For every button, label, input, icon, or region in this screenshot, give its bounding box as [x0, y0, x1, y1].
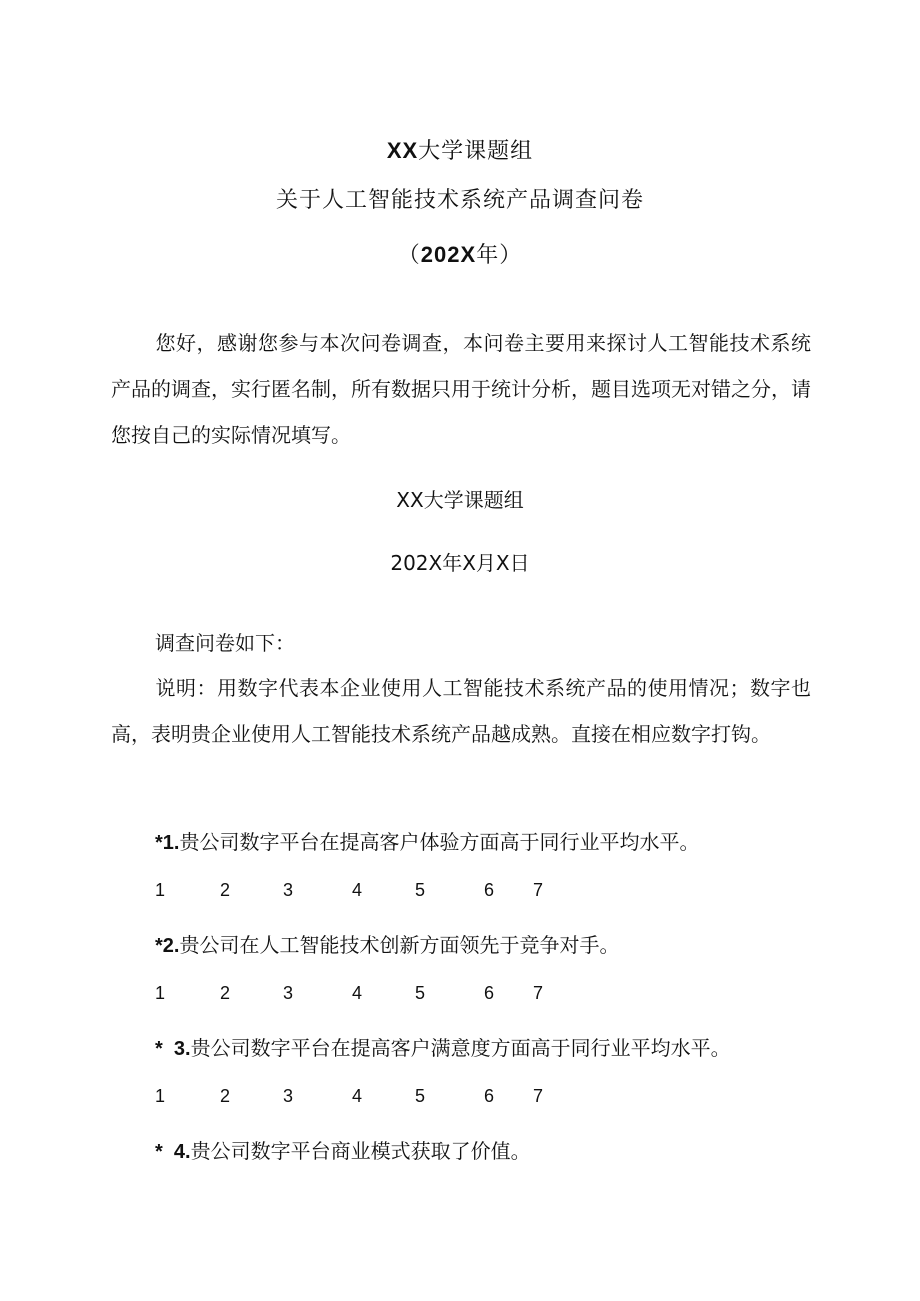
q1-option-4[interactable]: 4: [352, 880, 363, 900]
q1-option-3[interactable]: 3: [283, 880, 294, 900]
q2-option-6[interactable]: 6: [484, 983, 495, 1003]
question-2: [155, 929, 619, 958]
question-2-marker: *2.: [155, 935, 180, 957]
q3-option-4[interactable]: 4: [352, 1086, 363, 1106]
year-rest: 年）: [476, 243, 523, 268]
date: 202X年X月X日: [390, 551, 530, 575]
org-title-rest: 大学课题组: [418, 139, 534, 164]
q1-option-7[interactable]: 7: [533, 880, 544, 900]
q3-option-2[interactable]: 2: [220, 1086, 231, 1106]
survey-subtitle: 关于人工智能技术系统产品调查问卷: [275, 188, 644, 213]
q3-option-6[interactable]: 6: [484, 1086, 495, 1106]
question-1: [155, 826, 699, 855]
survey-lead: 调查问卷如下：: [155, 631, 295, 655]
q2-option-3[interactable]: 3: [283, 983, 294, 1003]
q3-option-3[interactable]: 3: [283, 1086, 294, 1106]
signature: XX大学课题组: [396, 488, 524, 512]
survey-note-paragraph: [111, 665, 811, 757]
q2-option-4[interactable]: 4: [352, 983, 363, 1003]
org-title-bold: XX: [386, 138, 419, 163]
question-4: [155, 1135, 531, 1164]
org-title: [0, 134, 920, 165]
year-bold: 202X: [420, 242, 477, 267]
q2-option-7[interactable]: 7: [533, 983, 544, 1003]
survey-year: [0, 238, 920, 269]
question-1-marker: *1.: [155, 832, 180, 854]
intro-paragraph: [111, 320, 811, 458]
q1-option-1[interactable]: 1: [155, 880, 166, 900]
question-3-marker: * 3.: [155, 1038, 191, 1060]
q3-option-1[interactable]: 1: [155, 1086, 166, 1106]
q2-option-5[interactable]: 5: [415, 983, 426, 1003]
question-3-text: 贵公司数字平台在提高客户满意度方面高于同行业平均水平。: [190, 1036, 731, 1060]
q1-option-2[interactable]: 2: [220, 880, 231, 900]
question-2-text: 贵公司在人工智能技术创新方面领先于竞争对手。: [179, 933, 620, 957]
question-4-marker: * 4.: [155, 1141, 191, 1163]
year-open: （: [397, 243, 421, 268]
q2-option-2[interactable]: 2: [220, 983, 231, 1003]
q3-option-7[interactable]: 7: [533, 1086, 544, 1106]
survey-note: 说明：用数字代表本企业使用人工智能技术系统产品的使用情况；数字也高，表明贵企业使用人工智能技术系统产品越成熟。直接在相应数字打钩。: [111, 676, 811, 746]
intro-text: 您好，感谢您参与本次问卷调查，本问卷主要用来探讨人工智能技术系统产品的调查，实行匿名制，所有数据只用于统计分析，题目选项无对错之分，请您按自己的实际情况填写。: [111, 331, 811, 447]
question-4-text: 贵公司数字平台商业模式获取了价值。: [190, 1139, 531, 1163]
question-3: [155, 1032, 731, 1061]
q3-option-5[interactable]: 5: [415, 1086, 426, 1106]
q1-option-5[interactable]: 5: [415, 880, 426, 900]
q1-option-6[interactable]: 6: [484, 880, 495, 900]
q2-option-1[interactable]: 1: [155, 983, 166, 1003]
question-1-text: 贵公司数字平台在提高客户体验方面高于同行业平均水平。: [179, 830, 700, 854]
